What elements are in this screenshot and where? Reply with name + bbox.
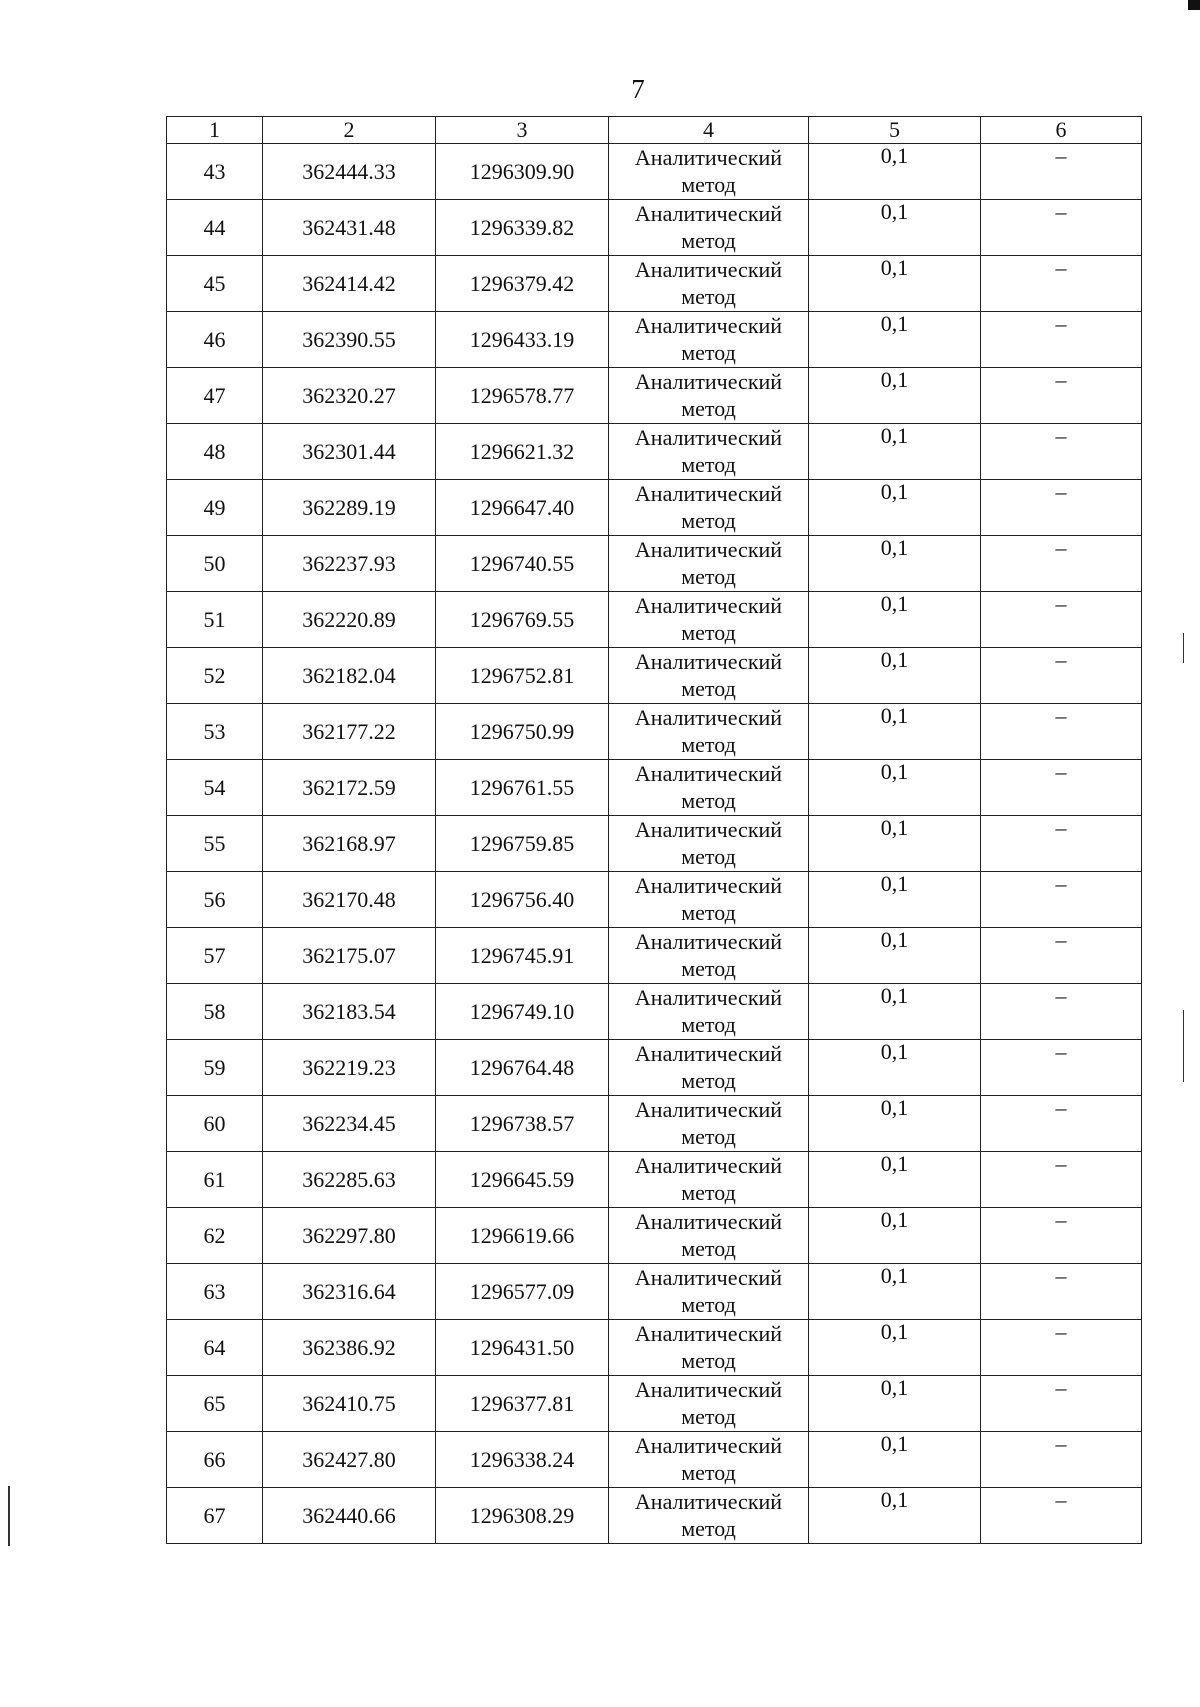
accuracy-cell: 0,1	[809, 200, 981, 256]
note-cell: –	[981, 1432, 1142, 1488]
y-coordinate-cell: 1296578.77	[436, 368, 609, 424]
accuracy-cell: 0,1	[809, 1096, 981, 1152]
table-row	[167, 368, 1142, 424]
table-row	[167, 536, 1142, 592]
note-cell: –	[981, 1264, 1142, 1320]
column-header-6: 6	[981, 117, 1142, 144]
method-cell: Аналитический метод	[609, 1040, 809, 1096]
method-cell: Аналитический метод	[609, 984, 809, 1040]
note-cell: –	[981, 1040, 1142, 1096]
table-row	[167, 1152, 1142, 1208]
accuracy-cell: 0,1	[809, 872, 981, 928]
column-header-5: 5	[809, 117, 981, 144]
x-coordinate-cell: 362182.04	[263, 648, 436, 704]
x-coordinate-cell: 362220.89	[263, 592, 436, 648]
method-cell: Аналитический метод	[609, 424, 809, 480]
point-number-cell: 66	[167, 1432, 263, 1488]
accuracy-cell: 0,1	[809, 1376, 981, 1432]
note-cell: –	[981, 480, 1142, 536]
x-coordinate-cell: 362440.66	[263, 1488, 436, 1544]
method-cell: Аналитический метод	[609, 816, 809, 872]
note-cell: –	[981, 368, 1142, 424]
y-coordinate-cell: 1296769.55	[436, 592, 609, 648]
y-coordinate-cell: 1296309.90	[436, 144, 609, 200]
point-number-cell: 54	[167, 760, 263, 816]
x-coordinate-cell: 362168.97	[263, 816, 436, 872]
method-cell: Аналитический метод	[609, 368, 809, 424]
method-cell: Аналитический метод	[609, 648, 809, 704]
y-coordinate-cell: 1296749.10	[436, 984, 609, 1040]
y-coordinate-cell: 1296752.81	[436, 648, 609, 704]
method-cell: Аналитический метод	[609, 480, 809, 536]
accuracy-cell: 0,1	[809, 1208, 981, 1264]
table-row	[167, 816, 1142, 872]
method-cell: Аналитический метод	[609, 928, 809, 984]
table-row	[167, 480, 1142, 536]
point-number-cell: 55	[167, 816, 263, 872]
accuracy-cell: 0,1	[809, 256, 981, 312]
point-number-cell: 65	[167, 1376, 263, 1432]
note-cell: –	[981, 256, 1142, 312]
table-row	[167, 1320, 1142, 1376]
scan-edge-mark	[8, 1486, 10, 1546]
point-number-cell: 50	[167, 536, 263, 592]
note-cell: –	[981, 1208, 1142, 1264]
x-coordinate-cell: 362285.63	[263, 1152, 436, 1208]
point-number-cell: 59	[167, 1040, 263, 1096]
table-row	[167, 872, 1142, 928]
note-cell: –	[981, 928, 1142, 984]
point-number-cell: 44	[167, 200, 263, 256]
accuracy-cell: 0,1	[809, 928, 981, 984]
point-number-cell: 46	[167, 312, 263, 368]
accuracy-cell: 0,1	[809, 704, 981, 760]
table-row	[167, 200, 1142, 256]
note-cell: –	[981, 144, 1142, 200]
table-row	[167, 1264, 1142, 1320]
point-number-cell: 67	[167, 1488, 263, 1544]
table-row	[167, 760, 1142, 816]
note-cell: –	[981, 872, 1142, 928]
accuracy-cell: 0,1	[809, 424, 981, 480]
point-number-cell: 58	[167, 984, 263, 1040]
x-coordinate-cell: 362316.64	[263, 1264, 436, 1320]
table-body	[167, 144, 1142, 1544]
y-coordinate-cell: 1296621.32	[436, 424, 609, 480]
table-row	[167, 592, 1142, 648]
table-row	[167, 928, 1142, 984]
table-row	[167, 1432, 1142, 1488]
x-coordinate-cell: 362175.07	[263, 928, 436, 984]
x-coordinate-cell: 362170.48	[263, 872, 436, 928]
y-coordinate-cell: 1296619.66	[436, 1208, 609, 1264]
x-coordinate-cell: 362386.92	[263, 1320, 436, 1376]
table-row	[167, 648, 1142, 704]
x-coordinate-cell: 362237.93	[263, 536, 436, 592]
accuracy-cell: 0,1	[809, 1488, 981, 1544]
point-number-cell: 45	[167, 256, 263, 312]
point-number-cell: 52	[167, 648, 263, 704]
y-coordinate-cell: 1296339.82	[436, 200, 609, 256]
accuracy-cell: 0,1	[809, 312, 981, 368]
note-cell: –	[981, 1376, 1142, 1432]
note-cell: –	[981, 816, 1142, 872]
accuracy-cell: 0,1	[809, 648, 981, 704]
table-row	[167, 312, 1142, 368]
point-number-cell: 57	[167, 928, 263, 984]
column-header-1: 1	[167, 117, 263, 144]
point-number-cell: 47	[167, 368, 263, 424]
scan-corner-mark	[1188, 0, 1200, 10]
note-cell: –	[981, 312, 1142, 368]
x-coordinate-cell: 362183.54	[263, 984, 436, 1040]
x-coordinate-cell: 362390.55	[263, 312, 436, 368]
x-coordinate-cell: 362301.44	[263, 424, 436, 480]
y-coordinate-cell: 1296647.40	[436, 480, 609, 536]
note-cell: –	[981, 536, 1142, 592]
y-coordinate-cell: 1296756.40	[436, 872, 609, 928]
table-row	[167, 1488, 1142, 1544]
method-cell: Аналитический метод	[609, 256, 809, 312]
x-coordinate-cell: 362414.42	[263, 256, 436, 312]
note-cell: –	[981, 1152, 1142, 1208]
method-cell: Аналитический метод	[609, 1208, 809, 1264]
scan-edge-mark	[1183, 633, 1184, 663]
x-coordinate-cell: 362177.22	[263, 704, 436, 760]
accuracy-cell: 0,1	[809, 1432, 981, 1488]
point-number-cell: 63	[167, 1264, 263, 1320]
y-coordinate-cell: 1296433.19	[436, 312, 609, 368]
note-cell: –	[981, 760, 1142, 816]
point-number-cell: 60	[167, 1096, 263, 1152]
scan-edge-mark	[1183, 1010, 1184, 1082]
note-cell: –	[981, 984, 1142, 1040]
point-number-cell: 48	[167, 424, 263, 480]
y-coordinate-cell: 1296759.85	[436, 816, 609, 872]
table-row	[167, 256, 1142, 312]
table-row	[167, 1096, 1142, 1152]
accuracy-cell: 0,1	[809, 760, 981, 816]
table-row	[167, 424, 1142, 480]
table-row	[167, 1208, 1142, 1264]
x-coordinate-cell: 362320.27	[263, 368, 436, 424]
x-coordinate-cell: 362234.45	[263, 1096, 436, 1152]
method-cell: Аналитический метод	[609, 872, 809, 928]
method-cell: Аналитический метод	[609, 760, 809, 816]
x-coordinate-cell: 362297.80	[263, 1208, 436, 1264]
y-coordinate-cell: 1296738.57	[436, 1096, 609, 1152]
method-cell: Аналитический метод	[609, 312, 809, 368]
note-cell: –	[981, 704, 1142, 760]
note-cell: –	[981, 648, 1142, 704]
y-coordinate-cell: 1296377.81	[436, 1376, 609, 1432]
y-coordinate-cell: 1296431.50	[436, 1320, 609, 1376]
coordinates-table	[166, 116, 1142, 1544]
x-coordinate-cell: 362410.75	[263, 1376, 436, 1432]
note-cell: –	[981, 1096, 1142, 1152]
method-cell: Аналитический метод	[609, 536, 809, 592]
note-cell: –	[981, 200, 1142, 256]
column-header-3: 3	[436, 117, 609, 144]
accuracy-cell: 0,1	[809, 984, 981, 1040]
point-number-cell: 49	[167, 480, 263, 536]
y-coordinate-cell: 1296764.48	[436, 1040, 609, 1096]
x-coordinate-cell: 362172.59	[263, 760, 436, 816]
column-header-2: 2	[263, 117, 436, 144]
table-row	[167, 144, 1142, 200]
x-coordinate-cell: 362219.23	[263, 1040, 436, 1096]
y-coordinate-cell: 1296577.09	[436, 1264, 609, 1320]
x-coordinate-cell: 362431.48	[263, 200, 436, 256]
point-number-cell: 64	[167, 1320, 263, 1376]
accuracy-cell: 0,1	[809, 144, 981, 200]
note-cell: –	[981, 592, 1142, 648]
accuracy-cell: 0,1	[809, 1320, 981, 1376]
table-row	[167, 704, 1142, 760]
y-coordinate-cell: 1296379.42	[436, 256, 609, 312]
method-cell: Аналитический метод	[609, 1264, 809, 1320]
method-cell: Аналитический метод	[609, 1376, 809, 1432]
table-header-row	[167, 117, 1142, 144]
accuracy-cell: 0,1	[809, 1264, 981, 1320]
method-cell: Аналитический метод	[609, 704, 809, 760]
x-coordinate-cell: 362444.33	[263, 144, 436, 200]
method-cell: Аналитический метод	[609, 1320, 809, 1376]
point-number-cell: 43	[167, 144, 263, 200]
accuracy-cell: 0,1	[809, 368, 981, 424]
table-row	[167, 1376, 1142, 1432]
method-cell: Аналитический метод	[609, 1152, 809, 1208]
note-cell: –	[981, 424, 1142, 480]
table-row	[167, 1040, 1142, 1096]
method-cell: Аналитический метод	[609, 1096, 809, 1152]
x-coordinate-cell: 362289.19	[263, 480, 436, 536]
accuracy-cell: 0,1	[809, 1152, 981, 1208]
method-cell: Аналитический метод	[609, 144, 809, 200]
accuracy-cell: 0,1	[809, 536, 981, 592]
y-coordinate-cell: 1296645.59	[436, 1152, 609, 1208]
method-cell: Аналитический метод	[609, 592, 809, 648]
y-coordinate-cell: 1296745.91	[436, 928, 609, 984]
point-number-cell: 56	[167, 872, 263, 928]
x-coordinate-cell: 362427.80	[263, 1432, 436, 1488]
method-cell: Аналитический метод	[609, 1488, 809, 1544]
y-coordinate-cell: 1296338.24	[436, 1432, 609, 1488]
point-number-cell: 61	[167, 1152, 263, 1208]
accuracy-cell: 0,1	[809, 480, 981, 536]
point-number-cell: 51	[167, 592, 263, 648]
y-coordinate-cell: 1296740.55	[436, 536, 609, 592]
page-number: 7	[631, 74, 645, 104]
column-header-4: 4	[609, 117, 809, 144]
accuracy-cell: 0,1	[809, 592, 981, 648]
method-cell: Аналитический метод	[609, 1432, 809, 1488]
y-coordinate-cell: 1296750.99	[436, 704, 609, 760]
accuracy-cell: 0,1	[809, 816, 981, 872]
method-cell: Аналитический метод	[609, 200, 809, 256]
note-cell: –	[981, 1488, 1142, 1544]
table-row	[167, 984, 1142, 1040]
note-cell: –	[981, 1320, 1142, 1376]
y-coordinate-cell: 1296761.55	[436, 760, 609, 816]
accuracy-cell: 0,1	[809, 1040, 981, 1096]
y-coordinate-cell: 1296308.29	[436, 1488, 609, 1544]
point-number-cell: 62	[167, 1208, 263, 1264]
point-number-cell: 53	[167, 704, 263, 760]
